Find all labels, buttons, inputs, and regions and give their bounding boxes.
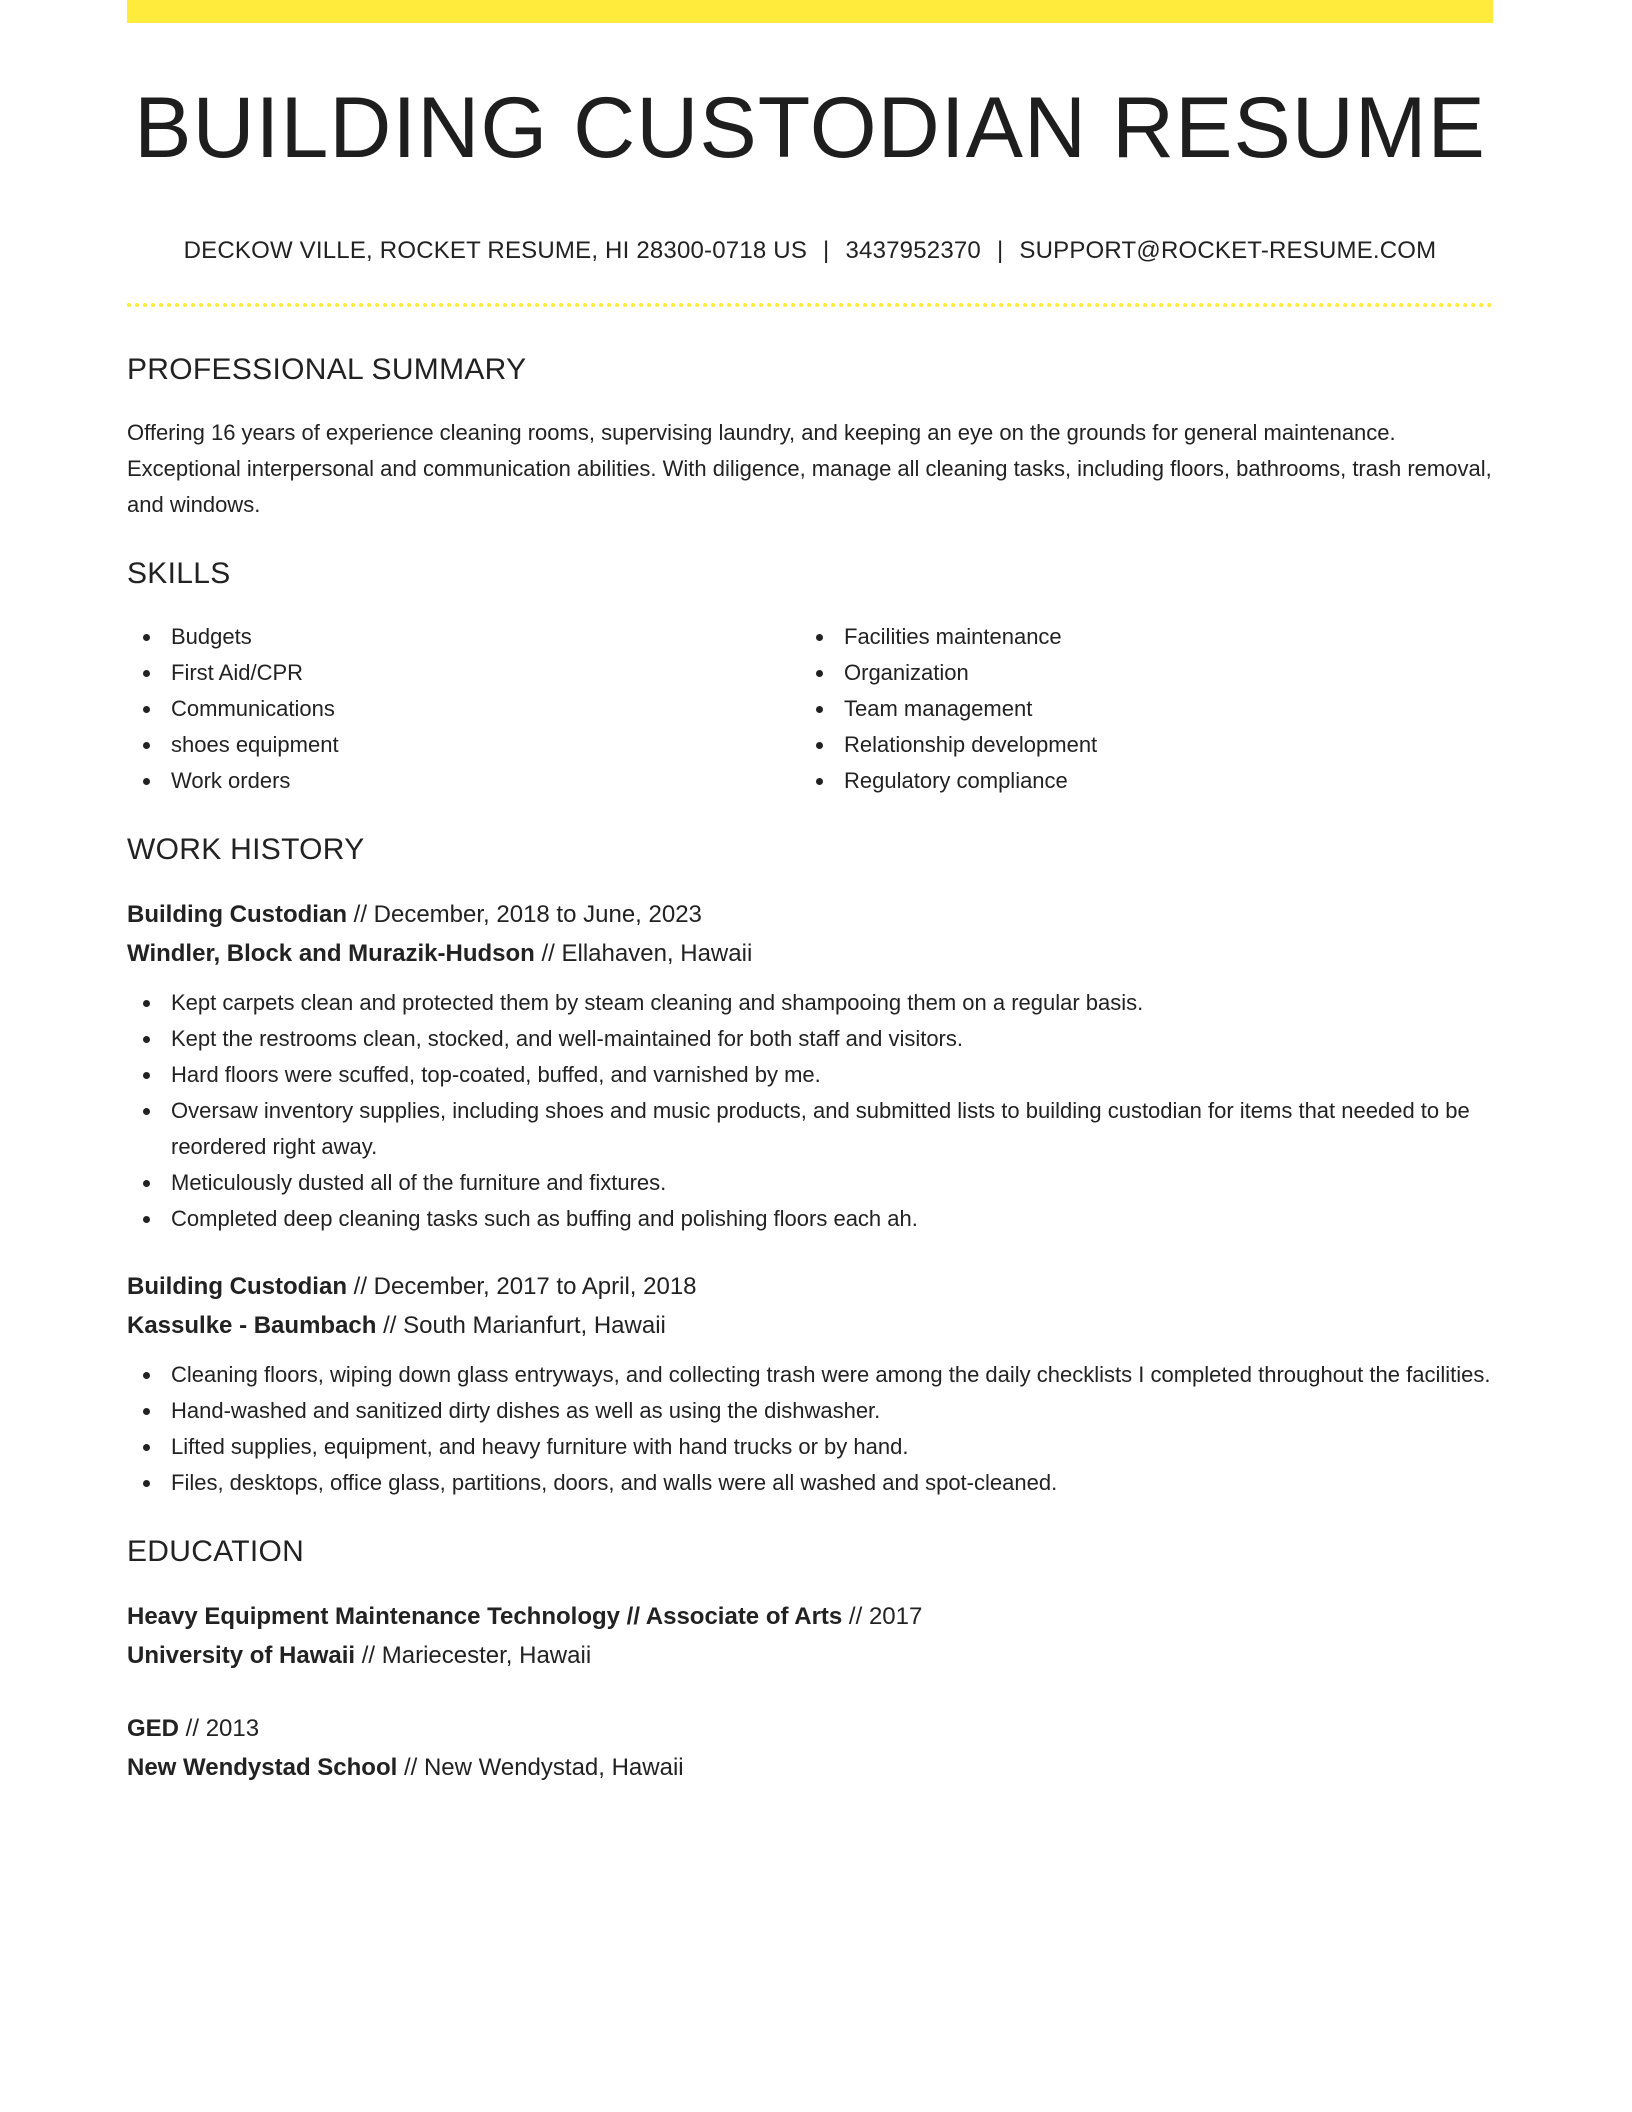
skill-label: Communications — [171, 696, 335, 721]
job-company-line — [127, 1306, 1493, 1345]
bullet-icon — [143, 1036, 150, 1043]
summary-heading: PROFESSIONAL SUMMARY — [127, 353, 527, 386]
skill-item — [127, 763, 800, 799]
bullet-icon — [143, 1072, 150, 1079]
education-degree: GED — [127, 1715, 180, 1742]
job-title: Building Custodian — [127, 1273, 347, 1300]
bullet-icon — [143, 778, 150, 785]
job-bullet-text: Hard floors were scuffed, top-coated, buffed, and varnished by me. — [171, 1062, 821, 1087]
work-history-heading: WORK HISTORY — [127, 833, 365, 866]
contact-phone: 3437952370 — [845, 237, 981, 264]
job-company: Windler, Block and Murazik-Hudson — [127, 940, 535, 967]
job-bullet — [127, 1093, 1493, 1165]
skills-heading: SKILLS — [127, 557, 231, 590]
job-bullet — [127, 1393, 1493, 1429]
job-bullet — [127, 1357, 1493, 1393]
contact-separator: | — [996, 237, 1004, 264]
skill-label: Facilities maintenance — [844, 624, 1062, 649]
contact-separator: | — [823, 237, 830, 264]
job-bullet-text: Kept carpets clean and protected them by steam cleaning and shampooing them on a regular basis. — [171, 990, 1144, 1015]
skill-label: shoes equipment — [171, 732, 339, 757]
contact-address: DECKOW VILLE, ROCKET RESUME, HI 28300-0718 US — [183, 237, 808, 264]
skills-right-column — [800, 619, 1473, 799]
education-year: // 2017 — [842, 1603, 923, 1630]
job-company-line — [127, 934, 1493, 973]
education-entry — [127, 1597, 1493, 1675]
skill-item — [800, 727, 1473, 763]
education-school: University of Hawaii — [127, 1642, 356, 1669]
job-bullet-text: Kept the restrooms clean, stocked, and well-maintained for both staff and visitors. — [171, 1026, 963, 1051]
skill-item — [127, 691, 800, 727]
bullet-icon — [143, 1216, 150, 1223]
top-accent-bar — [127, 0, 1493, 23]
job-bullet — [127, 985, 1493, 1021]
job-bullet-text: Hand-washed and sanitized dirty dishes as well as using the dishwasher. — [171, 1398, 881, 1423]
job-dates: // December, 2018 to June, 2023 — [346, 901, 702, 928]
education-school-line — [127, 1748, 1493, 1787]
skill-label: Regulatory compliance — [844, 768, 1068, 793]
bullet-icon — [143, 1372, 150, 1379]
bullet-icon — [816, 634, 823, 641]
skill-item — [127, 727, 800, 763]
job-bullet-text: Lifted supplies, equipment, and heavy furniture with hand trucks or by hand. — [171, 1434, 909, 1459]
skill-label: Budgets — [171, 624, 252, 649]
job-bullet — [127, 1465, 1493, 1501]
bullet-icon — [816, 778, 823, 785]
job-bullets — [127, 985, 1493, 1237]
education-school-line — [127, 1636, 1493, 1675]
summary-text: Offering 16 years of experience cleaning rooms, supervising laundry, and keeping an eye on the grounds for general maintenance. Exceptional interpersonal and communication abilities. With diligence, manage all cleaning tasks, including floors, bathrooms, trash removal, and windows. — [127, 420, 1492, 517]
job-title: Building Custodian — [127, 901, 347, 928]
bullet-icon — [143, 634, 150, 641]
skill-item — [127, 619, 800, 655]
skill-label: First Aid/CPR — [171, 660, 304, 685]
skills-grid — [127, 619, 1493, 799]
bullet-icon — [143, 1000, 150, 1007]
bullet-icon — [143, 742, 150, 749]
job-bullet-text: Meticulously dusted all of the furniture and fixtures. — [171, 1170, 667, 1195]
education-entry — [127, 1709, 1493, 1787]
skill-label: Work orders — [171, 768, 291, 793]
skill-item — [127, 655, 800, 691]
job-title-line — [127, 895, 1493, 934]
education-heading: EDUCATION — [127, 1535, 305, 1568]
job-bullet-text: Oversaw inventory supplies, including shoes and music products, and submitted lists to building custodian for items that needed to be reordered right away. — [171, 1098, 1470, 1159]
job-dates: // December, 2017 to April, 2018 — [346, 1273, 697, 1300]
skill-item — [800, 763, 1473, 799]
skill-item — [800, 619, 1473, 655]
education-school: New Wendystad School — [127, 1754, 398, 1781]
job-bullet — [127, 1429, 1493, 1465]
job-bullets — [127, 1357, 1493, 1501]
bullet-icon — [143, 1180, 150, 1187]
bullet-icon — [816, 670, 823, 677]
job-bullet-text: Completed deep cleaning tasks such as buffing and polishing floors each ah. — [171, 1206, 918, 1231]
education-year: // 2013 — [179, 1715, 260, 1742]
job-bullet-text: Cleaning floors, wiping down glass entryways, and collecting trash were among the daily checklists I completed throughout the facilities. — [171, 1362, 1491, 1387]
job-bullet-text: Files, desktops, office glass, partitions, doors, and walls were all washed and spot-cleaned. — [171, 1470, 1058, 1495]
education-degree-line — [127, 1709, 1493, 1748]
education-degree: Heavy Equipment Maintenance Technology // Associate of Arts — [127, 1603, 843, 1630]
job-location: // Ellahaven, Hawaii — [534, 940, 753, 967]
bullet-icon — [143, 1444, 150, 1451]
job-bullet — [127, 1057, 1493, 1093]
skill-label: Relationship development — [844, 732, 1098, 757]
bullet-icon — [816, 706, 823, 713]
skill-item — [800, 691, 1473, 727]
job-bullet — [127, 1201, 1493, 1237]
job-title-line — [127, 1267, 1493, 1306]
skill-label: Team management — [844, 696, 1033, 721]
bullet-icon — [143, 1108, 150, 1115]
education-degree-line — [127, 1597, 1493, 1636]
job-company: Kassulke - Baumbach — [127, 1312, 377, 1339]
job-entry — [127, 895, 1493, 1237]
bullet-icon — [143, 670, 150, 677]
education-location: // Mariecester, Hawaii — [355, 1642, 592, 1669]
skills-left-column — [127, 619, 800, 799]
resume-title: BUILDING CUSTODIAN RESUME — [134, 80, 1486, 176]
job-location: // South Marianfurt, Hawaii — [376, 1312, 666, 1339]
job-bullet — [127, 1021, 1493, 1057]
contact-email: SUPPORT@ROCKET-RESUME.COM — [1019, 237, 1437, 264]
header-divider — [127, 303, 1493, 307]
bullet-icon — [143, 1480, 150, 1487]
bullet-icon — [816, 742, 823, 749]
skill-item — [800, 655, 1473, 691]
bullet-icon — [143, 1408, 150, 1415]
bullet-icon — [143, 706, 150, 713]
education-location: // New Wendystad, Hawaii — [397, 1754, 684, 1781]
job-bullet — [127, 1165, 1493, 1201]
job-entry — [127, 1267, 1493, 1501]
contact-line — [127, 237, 1493, 265]
resume-page — [127, 0, 1493, 1787]
skill-label: Organization — [844, 660, 969, 685]
